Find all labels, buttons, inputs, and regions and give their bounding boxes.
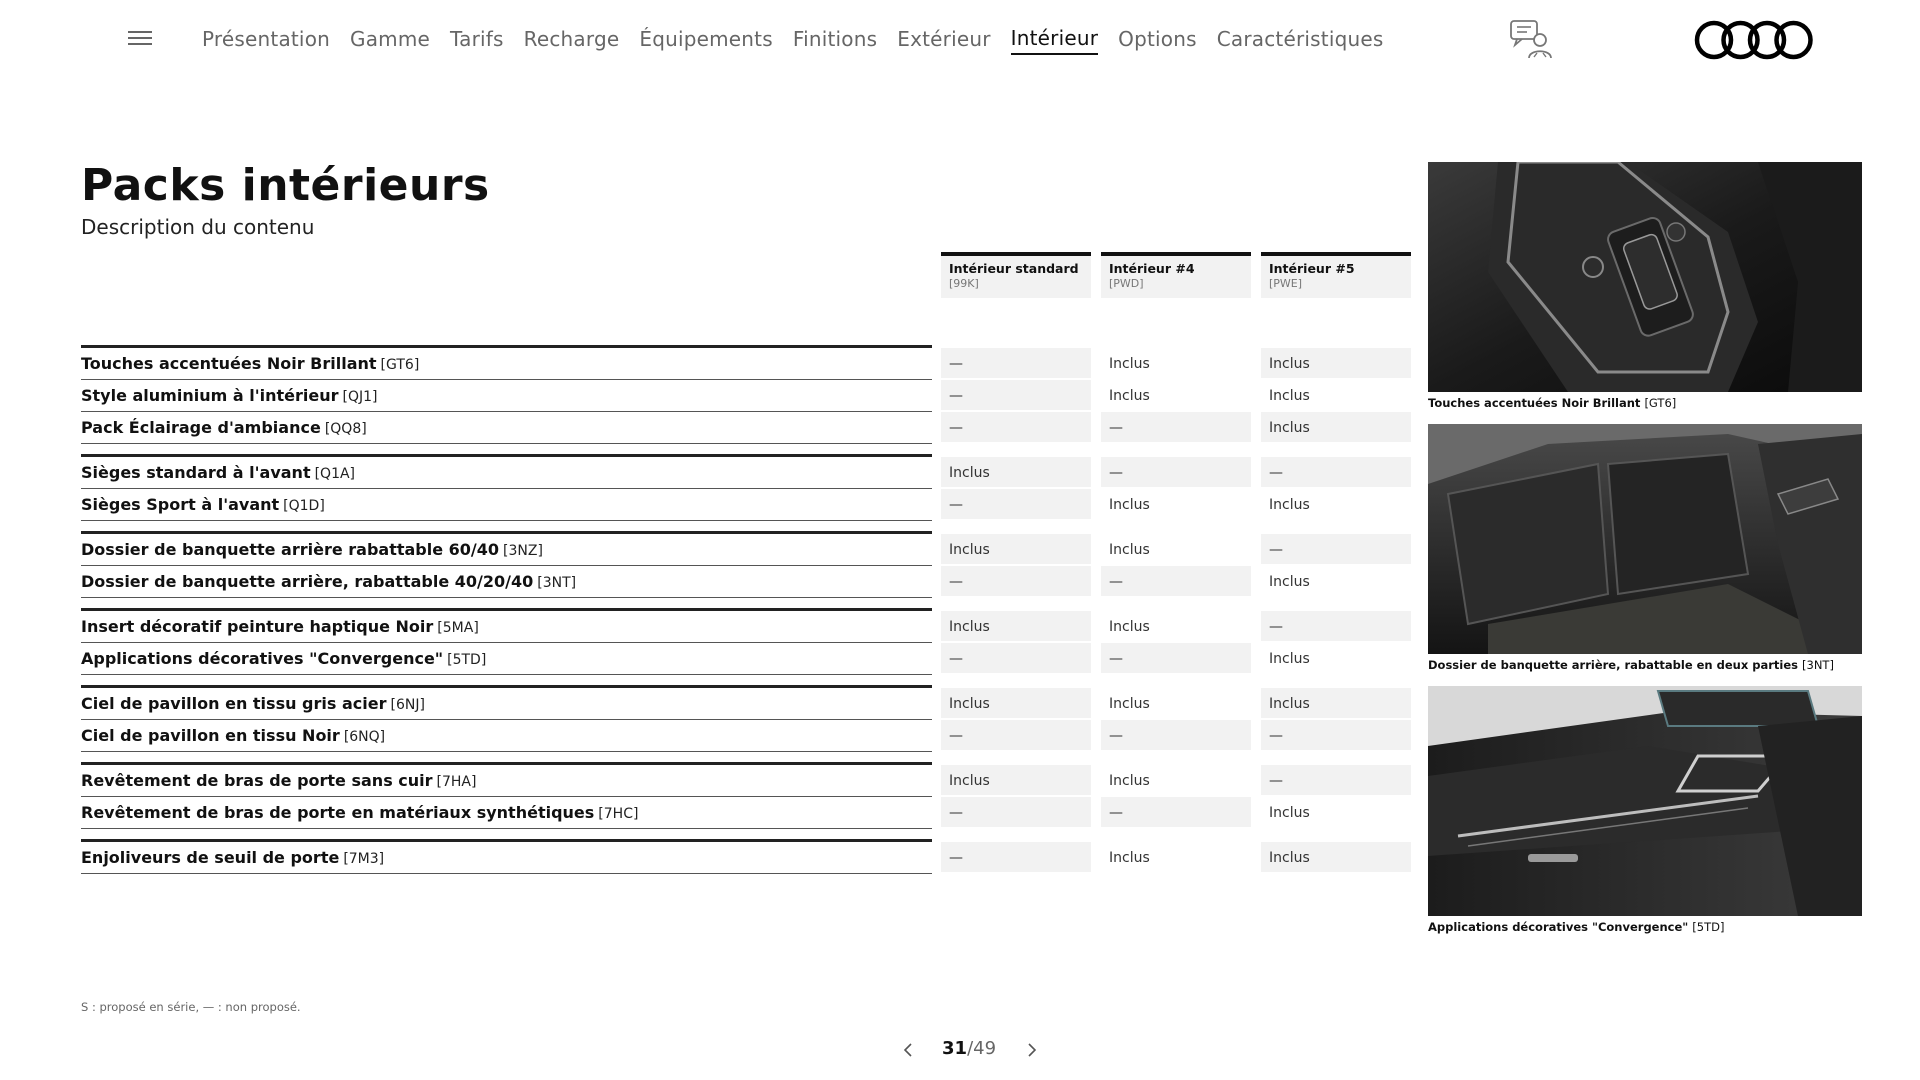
table-cell: Inclus xyxy=(1261,842,1411,874)
table-cell: — xyxy=(1101,566,1251,598)
row-label-code: [QQ8] xyxy=(324,421,367,437)
row-label-code: [5MA] xyxy=(437,620,479,636)
table-cell: — xyxy=(941,842,1091,874)
row-label-text: Enjoliveurs de seuil de porte xyxy=(81,848,340,867)
nav-item[interactable]: Équipements xyxy=(639,27,773,51)
caption-code: [5TD] xyxy=(1692,920,1725,934)
row-label-text: Revêtement de bras de porte en matériaux synthétiques xyxy=(81,803,595,822)
table-cell: Inclus xyxy=(941,688,1091,720)
legend-footnote: S : proposé en série, — : non proposé. xyxy=(81,1000,301,1014)
nav-items xyxy=(202,26,1403,55)
row-label-text: Pack Éclairage d'ambiance xyxy=(81,418,321,437)
row-label-text: Ciel de pavillon en tissu Noir xyxy=(81,726,340,745)
table-cell: — xyxy=(1101,797,1251,829)
table-cell: Inclus xyxy=(1101,534,1251,566)
row-label xyxy=(81,489,932,521)
row-label-text: Style aluminium à l'intérieur xyxy=(81,386,339,405)
row-label xyxy=(81,457,932,489)
table-row xyxy=(0,688,1420,720)
table-cell: Inclus xyxy=(1101,611,1251,643)
table-cell: — xyxy=(941,643,1091,675)
row-label-code: [Q1A] xyxy=(314,466,356,482)
table-row xyxy=(0,348,1420,380)
table-cell: — xyxy=(1261,457,1411,489)
page-subtitle: Description du contenu xyxy=(81,215,315,239)
table-cell: — xyxy=(941,566,1091,598)
column-header-label: Intérieur #4 xyxy=(1109,261,1195,276)
row-label-code: [Q1D] xyxy=(283,498,325,514)
column-header-standard xyxy=(941,252,1091,298)
pagination xyxy=(900,1038,1040,1062)
caption-text: Applications décoratives "Convergence" xyxy=(1428,920,1689,934)
table-cell: Inclus xyxy=(1101,348,1251,380)
row-label-text: Applications décoratives "Convergence" xyxy=(81,649,444,668)
row-label xyxy=(81,765,932,797)
caption-code: [3NT] xyxy=(1802,658,1834,672)
table-cell: Inclus xyxy=(941,534,1091,566)
four-rings-logo[interactable] xyxy=(1694,18,1814,62)
top-navigation xyxy=(0,0,1920,80)
column-header-code: [PWE] xyxy=(1269,277,1303,290)
row-label xyxy=(81,412,932,444)
row-label xyxy=(81,720,932,752)
page-indicator xyxy=(942,1038,996,1059)
column-header-label: Intérieur standard xyxy=(949,261,1079,276)
nav-item[interactable]: Tarifs xyxy=(450,27,504,51)
caption-text: Touches accentuées Noir Brillant xyxy=(1428,396,1641,410)
table-cell: — xyxy=(1101,457,1251,489)
table-row xyxy=(0,534,1420,566)
row-label-text: Dossier de banquette arrière, rabattable 40/20/40 xyxy=(81,572,534,591)
row-label xyxy=(81,842,932,874)
table-cell: Inclus xyxy=(941,765,1091,797)
table-row xyxy=(0,457,1420,489)
table-cell: Inclus xyxy=(1261,688,1411,720)
table-row xyxy=(0,765,1420,797)
table-row xyxy=(0,720,1420,752)
table-cell: Inclus xyxy=(1261,380,1411,412)
table-cell: — xyxy=(1101,720,1251,752)
current-page: 31 xyxy=(942,1038,968,1059)
chevron-left-icon[interactable] xyxy=(900,1040,916,1060)
row-label xyxy=(81,534,932,566)
table-row xyxy=(0,643,1420,675)
nav-item[interactable]: Finitions xyxy=(792,27,878,51)
table-cell: — xyxy=(1261,534,1411,566)
table-cell: Inclus xyxy=(1261,797,1411,829)
row-label xyxy=(81,797,932,829)
caption-code: [GT6] xyxy=(1644,396,1677,410)
table-row xyxy=(0,380,1420,412)
table-cell: — xyxy=(1261,611,1411,643)
page-title: Packs intérieurs xyxy=(81,160,490,211)
row-label-code: [3NT] xyxy=(537,575,577,591)
photo-caption xyxy=(1428,396,1676,410)
hamburger-menu-icon[interactable] xyxy=(128,31,152,49)
photo-dashboard-trim xyxy=(1428,686,1862,916)
row-label-code: [6NJ] xyxy=(390,697,425,713)
column-header-label: Intérieur #5 xyxy=(1269,261,1355,276)
table-cell: Inclus xyxy=(1261,643,1411,675)
table-row xyxy=(0,797,1420,829)
nav-item[interactable]: Recharge xyxy=(523,27,620,51)
photo-caption xyxy=(1428,920,1724,934)
row-label xyxy=(81,380,932,412)
table-cell: Inclus xyxy=(1261,489,1411,521)
column-header-interieur-5 xyxy=(1261,252,1411,298)
caption-text: Dossier de banquette arrière, rabattable en deux parties xyxy=(1428,658,1799,672)
table-cell: Inclus xyxy=(1101,380,1251,412)
table-cell: Inclus xyxy=(1101,842,1251,874)
table-cell: Inclus xyxy=(941,611,1091,643)
row-label xyxy=(81,348,932,380)
table-row xyxy=(0,566,1420,598)
nav-item[interactable]: Gamme xyxy=(350,27,431,51)
chevron-right-icon[interactable] xyxy=(1024,1040,1040,1060)
row-label-text: Revêtement de bras de porte sans cuir xyxy=(81,771,433,790)
row-label-text: Sièges Sport à l'avant xyxy=(81,495,280,514)
photo-gear-selector xyxy=(1428,162,1862,392)
column-header-code: [99K] xyxy=(949,277,979,290)
row-label-text: Sièges standard à l'avant xyxy=(81,463,311,482)
table-cell: Inclus xyxy=(1261,412,1411,444)
table-cell: — xyxy=(941,489,1091,521)
row-label xyxy=(81,688,932,720)
table-cell: — xyxy=(941,797,1091,829)
row-label-text: Ciel de pavillon en tissu gris acier xyxy=(81,694,387,713)
row-label xyxy=(81,566,932,598)
row-label xyxy=(81,643,932,675)
table-row xyxy=(0,611,1420,643)
row-label-text: Insert décoratif peinture haptique Noir xyxy=(81,617,434,636)
row-label-code: [QJ1] xyxy=(342,389,378,405)
table-row xyxy=(0,842,1420,874)
table-cell: — xyxy=(941,720,1091,752)
nav-item[interactable]: Extérieur xyxy=(897,27,991,51)
row-label-code: [7M3] xyxy=(343,851,385,867)
table-cell: — xyxy=(941,348,1091,380)
row-label-code: [7HA] xyxy=(436,774,477,790)
table-cell: Inclus xyxy=(1101,688,1251,720)
row-label-code: [3NZ] xyxy=(503,543,543,559)
row-label-text: Dossier de banquette arrière rabattable 60/40 xyxy=(81,540,500,559)
table-cell: Inclus xyxy=(1101,489,1251,521)
table-row xyxy=(0,489,1420,521)
photo-caption xyxy=(1428,658,1834,672)
nav-item[interactable]: Intérieur xyxy=(1011,26,1099,55)
table-cell: — xyxy=(941,380,1091,412)
table-cell: — xyxy=(1261,765,1411,797)
chat-support-icon[interactable] xyxy=(1507,18,1555,60)
table-cell: Inclus xyxy=(1261,566,1411,598)
row-label-code: [6NQ] xyxy=(343,729,386,745)
table-cell: — xyxy=(1101,643,1251,675)
row-label-code: [7HC] xyxy=(598,806,639,822)
table-cell: — xyxy=(941,412,1091,444)
row-label-code: [GT6] xyxy=(380,357,420,373)
row-label-code: [5TD] xyxy=(447,652,487,668)
nav-item[interactable]: Options xyxy=(1118,27,1197,51)
table-cell: — xyxy=(1261,720,1411,752)
row-label-text: Touches accentuées Noir Brillant xyxy=(81,354,377,373)
row-label xyxy=(81,611,932,643)
table-cell: — xyxy=(1101,412,1251,444)
table-cell: Inclus xyxy=(1261,348,1411,380)
column-header-interieur-4 xyxy=(1101,252,1251,298)
column-header-code: [PWD] xyxy=(1109,277,1144,290)
photo-rear-bench xyxy=(1428,424,1862,654)
table-row xyxy=(0,412,1420,444)
nav-item[interactable]: Caractéristiques xyxy=(1216,27,1384,51)
table-cell: Inclus xyxy=(1101,765,1251,797)
table-cell: Inclus xyxy=(941,457,1091,489)
total-pages: /49 xyxy=(967,1038,997,1059)
nav-item[interactable]: Présentation xyxy=(202,27,331,51)
